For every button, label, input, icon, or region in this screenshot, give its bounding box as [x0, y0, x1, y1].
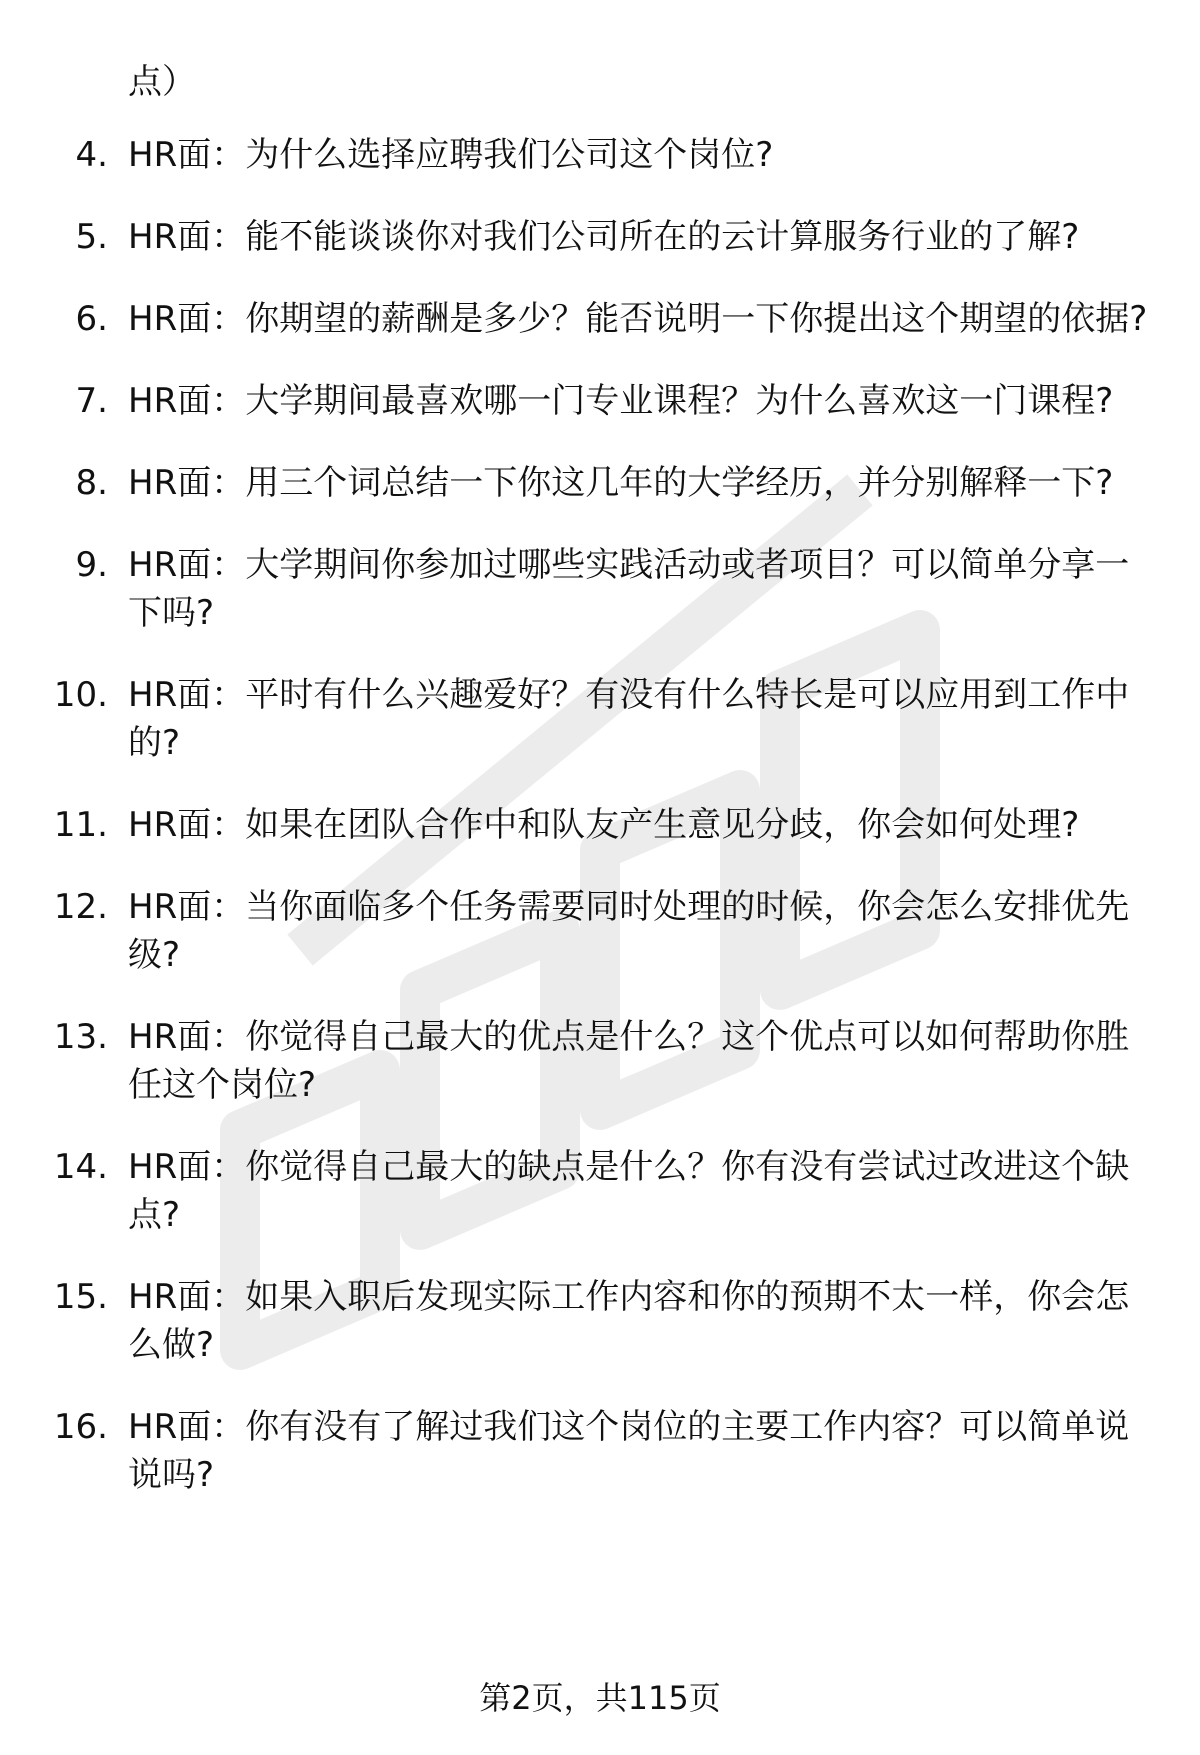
question-number: 16. [53, 1407, 108, 1447]
question-item [0, 459, 1200, 507]
question-text: HR面：平时有什么兴趣爱好？有没有什么特长是可以应用到工作中的? [128, 675, 1130, 763]
question-number: 12. [53, 887, 108, 927]
question-number: 15. [53, 1277, 108, 1317]
question-number: 11. [53, 805, 108, 845]
continuation-text: 点） [128, 62, 196, 102]
question-number: 14. [53, 1147, 108, 1187]
question-item [0, 541, 1200, 637]
question-item [0, 295, 1200, 343]
question-item [0, 671, 1200, 767]
question-item [0, 801, 1200, 849]
question-number: 5. [75, 217, 108, 257]
question-text: HR面：用三个词总结一下你这几年的大学经历，并分别解释一下? [128, 463, 1114, 503]
question-text: HR面：当你面临多个任务需要同时处理的时候，你会怎么安排优先级? [128, 887, 1130, 975]
question-number: 9. [75, 545, 108, 585]
question-text: HR面：大学期间你参加过哪些实践活动或者项目？可以简单分享一下吗? [128, 545, 1130, 633]
page-footer: 第2页，共115页 [479, 1679, 721, 1717]
question-text: HR面：大学期间最喜欢哪一门专业课程？为什么喜欢这一门课程? [128, 381, 1114, 421]
question-number: 6. [75, 299, 108, 339]
question-item [0, 1273, 1200, 1369]
question-number: 7. [75, 381, 108, 421]
question-item [0, 1403, 1200, 1499]
question-item [0, 213, 1200, 261]
question-text: HR面：你有没有了解过我们这个岗位的主要工作内容？可以简单说说吗? [128, 1407, 1130, 1495]
question-text: HR面：你期望的薪酬是多少？能否说明一下你提出这个期望的依据? [128, 299, 1148, 339]
question-list [0, 131, 1200, 1533]
question-text: HR面：能不能谈谈你对我们公司所在的云计算服务行业的了解? [128, 217, 1080, 257]
question-text: HR面：如果入职后发现实际工作内容和你的预期不太一样，你会怎么做? [128, 1277, 1130, 1365]
question-item [0, 1013, 1200, 1109]
question-item [0, 377, 1200, 425]
question-item [0, 131, 1200, 179]
question-number: 4. [75, 135, 108, 175]
question-number: 8. [75, 463, 108, 503]
question-text: HR面：你觉得自己最大的缺点是什么？你有没有尝试过改进这个缺点? [128, 1147, 1130, 1235]
question-text: HR面：为什么选择应聘我们公司这个岗位? [128, 135, 774, 175]
question-number: 13. [53, 1017, 108, 1057]
question-number: 10. [53, 675, 108, 715]
question-text: HR面：如果在团队合作中和队友产生意见分歧，你会如何处理? [128, 805, 1080, 845]
question-item [0, 883, 1200, 979]
question-item [0, 1143, 1200, 1239]
question-text: HR面：你觉得自己最大的优点是什么？这个优点可以如何帮助你胜任这个岗位? [128, 1017, 1130, 1105]
